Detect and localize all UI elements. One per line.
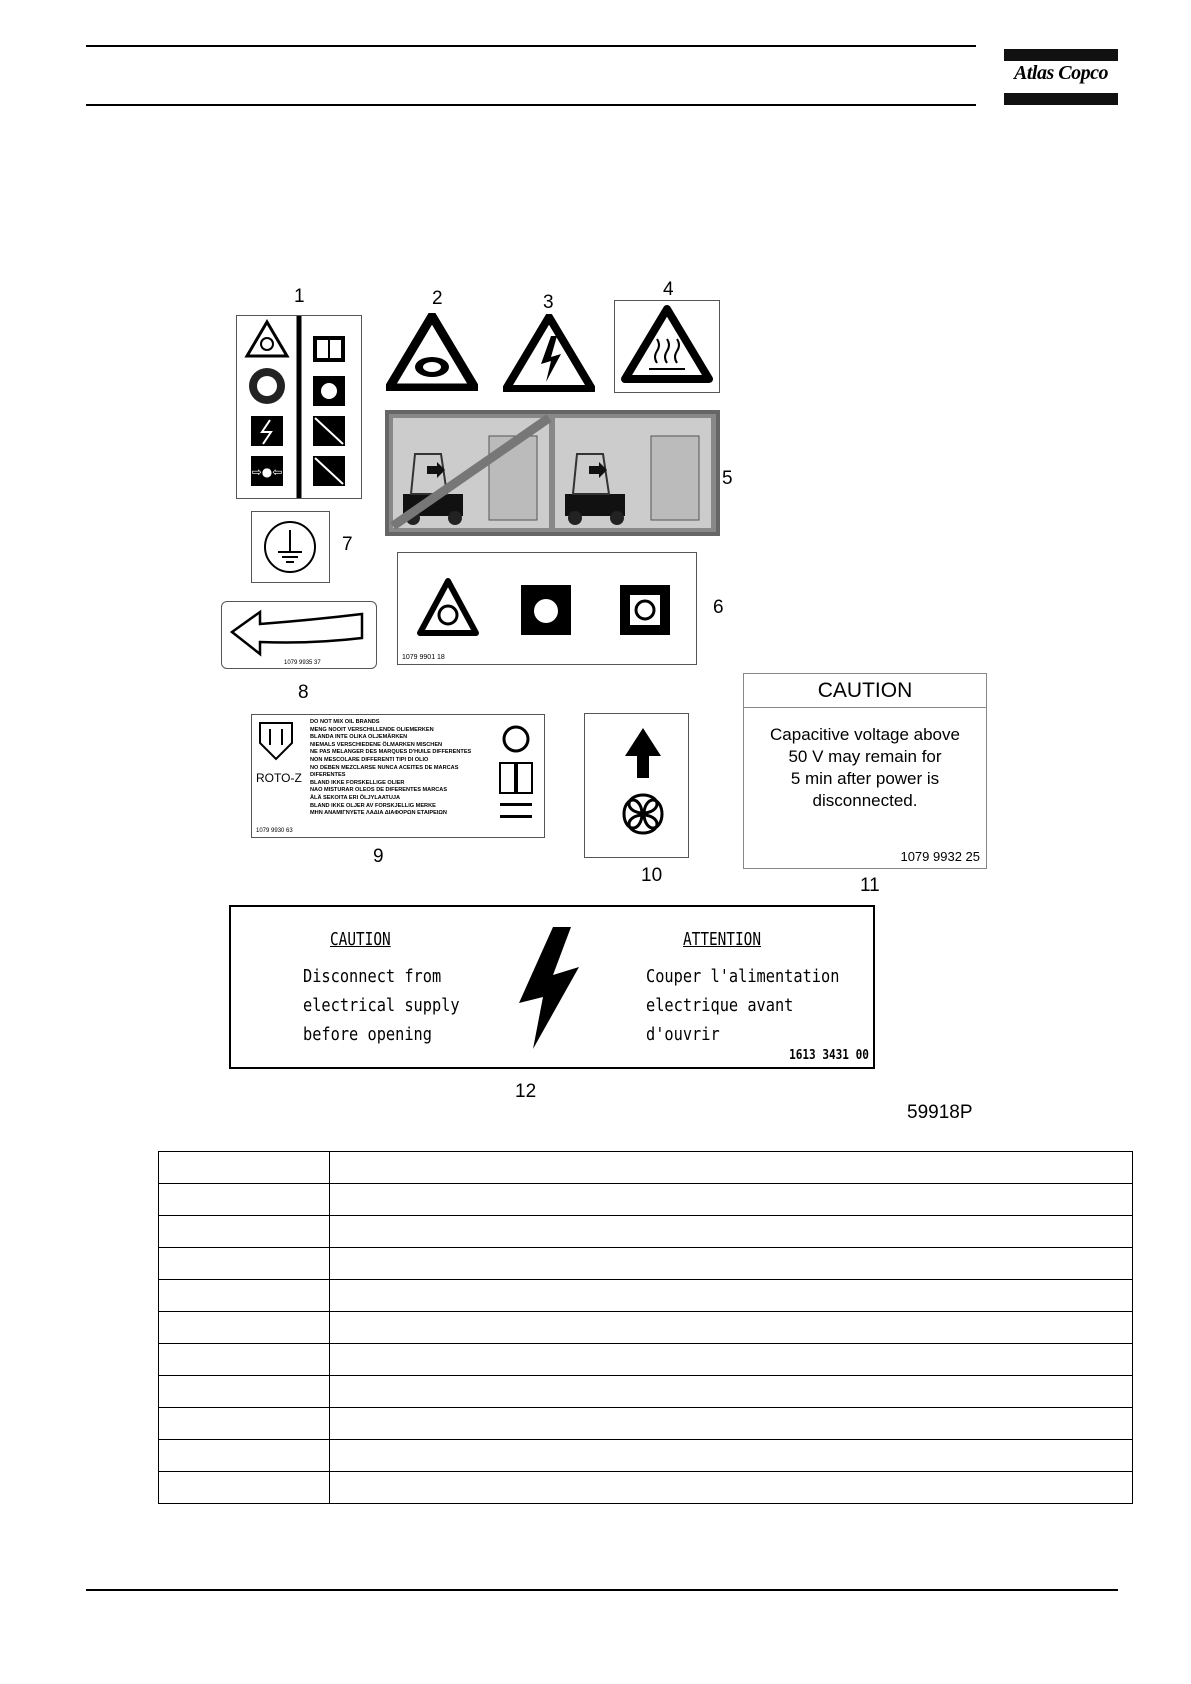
decal-7 — [251, 511, 330, 583]
callout-7: 7 — [342, 534, 353, 555]
decal-11-body: Capacitive voltage above 50 V may remain for 5 min after power is disconnected. — [770, 725, 960, 810]
decal-8 — [221, 601, 377, 669]
brand-name: Atlas Copco — [1014, 62, 1108, 84]
callout-10: 10 — [641, 865, 663, 886]
decal-12-code: 1613 3431 00 — [789, 1048, 869, 1063]
decal-11-title: CAUTION — [744, 674, 986, 708]
decal-9-brand: ROTO-Z — [256, 771, 302, 785]
decal-3 — [503, 314, 595, 392]
air-flow-icon — [251, 456, 283, 486]
decal-8-code: 1079 9935 37 — [284, 660, 321, 666]
table-cell-description — [330, 1184, 1133, 1216]
arrow-up-icon — [625, 728, 661, 778]
table-cell-reference — [159, 1408, 330, 1440]
footer-rule — [86, 1589, 1118, 1591]
callout-9: 9 — [373, 846, 384, 867]
table-cell-reference — [159, 1440, 330, 1472]
arrow-left-icon — [222, 602, 376, 668]
table-row — [159, 1344, 1133, 1376]
wrench-hand-icon — [504, 727, 528, 751]
callout-5: 5 — [722, 468, 733, 489]
earth-ground-icon — [252, 512, 329, 582]
table-cell-reference — [159, 1312, 330, 1344]
table-cell-reference — [159, 1344, 330, 1376]
table-cell-reference — [159, 1248, 330, 1280]
table-row — [159, 1312, 1133, 1344]
decal-10 — [584, 713, 689, 858]
table-cell-description — [330, 1152, 1133, 1184]
callout-8: 8 — [298, 682, 309, 703]
manual-icon — [313, 336, 345, 362]
decal-12-right-line-1: Couper l'alimentation — [646, 966, 840, 987]
fan-warning-icon — [420, 581, 476, 633]
callout-2: 2 — [432, 288, 443, 309]
no-air-icon — [313, 456, 345, 486]
manual-icon — [500, 763, 532, 793]
table-cell-description — [330, 1248, 1133, 1280]
header-rule-bottom — [86, 104, 976, 106]
callout-3: 3 — [543, 292, 554, 313]
no-electrical-icon — [313, 416, 345, 446]
table-cell-description — [330, 1376, 1133, 1408]
decal-1 — [236, 315, 362, 499]
decal-12-left-line-3: before opening — [303, 1024, 432, 1045]
electrical-hazard-icon — [251, 416, 283, 446]
decal-12-left-line-2: electrical supply — [303, 995, 460, 1016]
wrench-hand-icon — [521, 585, 571, 635]
decal-12-right-title: ATTENTION — [683, 929, 762, 950]
table-row — [159, 1408, 1133, 1440]
table-row — [159, 1376, 1133, 1408]
warning-triangle-icon — [247, 322, 287, 356]
decal-4 — [614, 300, 720, 393]
table-row — [159, 1184, 1133, 1216]
table-cell-reference — [159, 1152, 330, 1184]
table-cell-reference — [159, 1280, 330, 1312]
table-cell-description — [330, 1312, 1133, 1344]
table-cell-reference — [159, 1472, 330, 1504]
header-rule-top — [86, 45, 976, 47]
reference-table — [158, 1151, 1133, 1504]
decal-2 — [386, 313, 478, 391]
table-cell-description — [330, 1216, 1133, 1248]
table-cell-reference — [159, 1184, 330, 1216]
decal-12-left-line-1: Disconnect from — [303, 966, 442, 987]
callout-1: 1 — [294, 286, 305, 307]
figure-code: 59918P — [907, 1102, 973, 1123]
decal-5 — [385, 410, 720, 536]
table-row — [159, 1472, 1133, 1504]
maintenance-icon — [249, 368, 285, 404]
table-cell-description — [330, 1280, 1133, 1312]
callout-12: 12 — [515, 1081, 537, 1102]
table-cell-description — [330, 1344, 1133, 1376]
table-cell-description — [330, 1408, 1133, 1440]
table-row — [159, 1440, 1133, 1472]
wrench-hand-icon — [313, 376, 345, 406]
decal-11-code: 1079 9932 25 — [900, 849, 980, 864]
decal-12-right-line-3: d'ouvrir — [646, 1024, 720, 1045]
decal-6-code: 1079 9901 18 — [402, 654, 445, 661]
svg-text:⇨●⇦: ⇨●⇦ — [251, 465, 283, 479]
table-row — [159, 1280, 1133, 1312]
lightning-bolt-icon — [517, 925, 583, 1051]
callout-6: 6 — [713, 597, 724, 618]
decal-12-right-line-2: electrique avant — [646, 995, 794, 1016]
table-cell-description — [330, 1472, 1133, 1504]
decal-9 — [251, 714, 545, 838]
brand-logo — [1004, 49, 1118, 105]
decal-12-left-title: CAUTION — [330, 929, 391, 950]
decal-9-code: 1079 9930 63 — [256, 828, 293, 834]
decal-12 — [229, 905, 875, 1069]
oil-drain-icon — [256, 719, 296, 763]
callout-11: 11 — [860, 875, 880, 896]
air-blast-icon — [415, 357, 449, 377]
callout-4: 4 — [663, 279, 674, 300]
decal-6 — [397, 552, 697, 665]
table-row — [159, 1248, 1133, 1280]
stop-button-icon — [620, 585, 670, 635]
decal-9-text: DO NOT MIX OIL BRANDS MENG NOOIT VERSCHILLENDE OLIEMERKEN BLANDA INTE OLIKA OLJEMÄRKEN NIEMALS VERSCHIEDENE ÖLMARKEN MISCHEN NE PAS MELANGER DES MARQUES D'HUILE DIFFERENTES NON MESCOLARE DIFFERENTI TIPI DI OLIO NO DEBEN MEZCLARSE NUNCA ACEITES DE MARCAS DIFERENTES BLAND IKKE FORSKELLIGE OLIER NAO MISTURAR OLEOS DE DIFERENTES MARCAS ÄLÄ SEKOITA ERI ÖLJYLAATUJA BLAND IKKE OLJER AV FORSKJELLIG MERKE MHN ANAMIΓNYETE ΛAΔIA ΔIAΦOPΩN ETAIPEIΩN — [310, 719, 472, 817]
table-cell-reference — [159, 1216, 330, 1248]
table-cell-reference — [159, 1376, 330, 1408]
table-row — [159, 1152, 1133, 1184]
table-cell-description — [330, 1440, 1133, 1472]
decal-11 — [743, 673, 987, 869]
table-row — [159, 1216, 1133, 1248]
fan-icon — [624, 795, 662, 833]
